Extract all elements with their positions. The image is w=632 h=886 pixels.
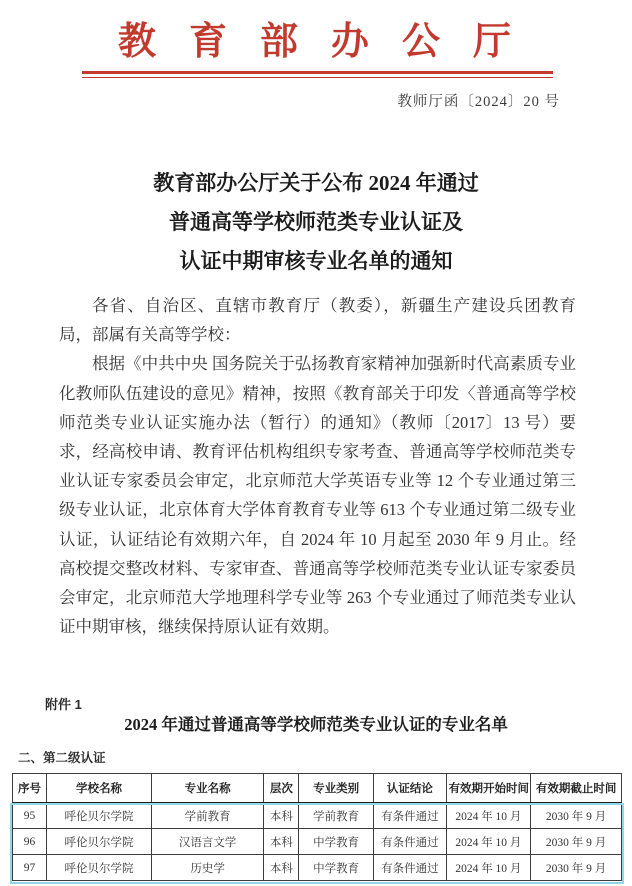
- table-cell: 呼伦贝尔学院: [47, 829, 152, 855]
- table-cell: 呼伦贝尔学院: [47, 803, 152, 829]
- table-cell: 学前教育: [299, 803, 374, 829]
- letterhead-org-title: 教育部办公厅: [117, 21, 544, 63]
- notice-title: [0, 164, 632, 281]
- table-cell: 2024 年 10 月: [446, 829, 531, 855]
- section-label: 二、第二级认证: [18, 751, 106, 765]
- table-cell: 呼伦贝尔学院: [47, 855, 152, 881]
- table-cell: 中学教育: [299, 855, 374, 881]
- table-cell: 有条件通过: [374, 829, 446, 855]
- table-row: [13, 803, 622, 829]
- attachment-table-title: 2024 年通过普通高等学校师范类专业认证的专业名单: [124, 715, 508, 734]
- table-cell: 有条件通过: [374, 855, 446, 881]
- notice-body: [59, 291, 576, 641]
- column-header: 有效期截止时间: [531, 774, 622, 803]
- certification-table-wrap: [12, 773, 622, 881]
- certification-table: [12, 773, 622, 881]
- table-cell: 本科: [264, 829, 299, 855]
- table-row: [13, 855, 622, 881]
- table-cell: 历史学: [151, 855, 264, 881]
- column-header: 认证结论: [374, 774, 446, 803]
- letterhead-divider: [82, 71, 553, 78]
- table-cell: 2030 年 9 月: [531, 829, 622, 855]
- column-header: 序号: [13, 774, 47, 803]
- notice-title-line: 普通高等学校师范类专业认证及: [169, 210, 463, 234]
- column-header: 有效期开始时间: [446, 774, 531, 803]
- table-cell: 2030 年 9 月: [531, 855, 622, 881]
- table-cell: 2024 年 10 月: [446, 803, 531, 829]
- notice-title-line: 教育部办公厅关于公布 2024 年通过: [153, 171, 479, 195]
- column-header: 层次: [264, 774, 299, 803]
- table-header-row: [13, 774, 622, 803]
- table-cell: 96: [13, 829, 47, 855]
- table-cell: 学前教育: [151, 803, 264, 829]
- table-row: [13, 829, 622, 855]
- table-cell: 有条件通过: [374, 803, 446, 829]
- table-cell: 2024 年 10 月: [446, 855, 531, 881]
- column-header: 学校名称: [47, 774, 152, 803]
- body-paragraph: 各省、自治区、直辖市教育厅（教委），新疆生产建设兵团教育局，部属有关高等学校：: [59, 296, 576, 345]
- table-cell: 汉语言文学: [151, 829, 264, 855]
- table-cell: 2030 年 9 月: [531, 803, 622, 829]
- column-header: 专业类别: [299, 774, 374, 803]
- table-cell: 本科: [264, 803, 299, 829]
- body-paragraph: 根据《中共中央 国务院关于弘扬教育家精神加强新时代高素质专业化教师队伍建设的意见》精神，按照《教育部关于印发〈普通高等学校师范类专业认证实施办法（暂行）的通知》（教师〔2017〕13 号）要求，经高校申请、教育评估机构组织专家考查、普通高等学校师范类专业认证专家委员会审定，北京师范大学英语专业等 12 个专业通过第三级专业认证，北京体育大学体育教育专业等 613 个专业通过第二级专业认证，认证结论有效期六年，自 2024 年 10 月起至 2030 年 9 月止。经高校提交整改材料、专家审查、普通高等学校师范类专业认证专家委员会审定，北京师范大学地理科学专业等 263 个专业通过了师范类专业认证中期审核，继续保持原认证有效期。: [59, 354, 576, 637]
- attachment-label: 附件 1: [45, 697, 82, 712]
- table-cell: 97: [13, 855, 47, 881]
- column-header: 专业名称: [151, 774, 264, 803]
- table-cell: 中学教育: [299, 829, 374, 855]
- table-cell: 本科: [264, 855, 299, 881]
- table-cell: 95: [13, 803, 47, 829]
- document-number: 教师厅函〔2024〕20 号: [397, 94, 560, 110]
- notice-title-line: 认证中期审核专业名单的通知: [179, 249, 453, 273]
